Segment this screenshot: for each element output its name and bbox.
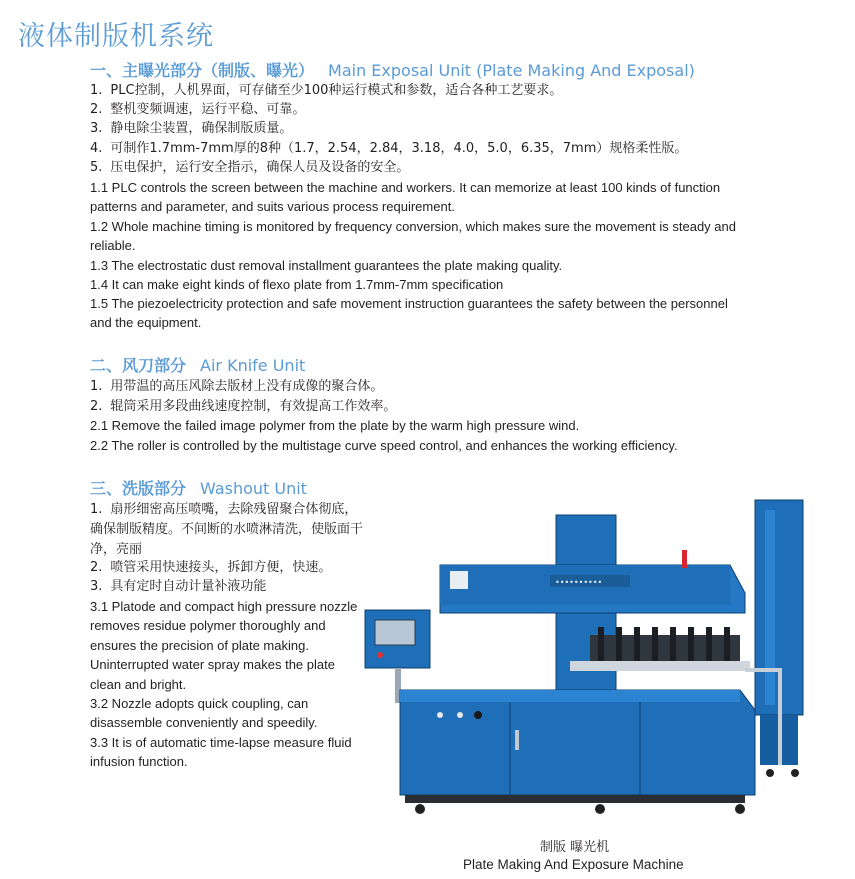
section-1-en-item-2: 1.2 Whole machine timing is monitored by frequency conversion, which makes sure the movement is steady and reliable. [90,219,736,254]
section-2-heading-en: Air Knife Unit [200,356,306,375]
section-1-en-item-4: 1.4 It can make eight kinds of flexo plate from 1.7mm-7mm specification [90,277,504,292]
section-1-cn-item-2: 2. 整机变频调速，运行平稳、可靠。 [90,102,306,117]
section-3-en-item-3: 3.3 It is of automatic time-lapse measure fluid infusion function. [90,735,352,770]
machine-caption-en: Plate Making And Exposure Machine [463,857,684,872]
section-1-cn-item-4: 4. 可制作1.7mm-7mm厚的8种（1.7，2.54，2.84，3.18，4.0，5.0，6.35，7mm）规格柔性版。 [90,141,688,156]
section-2-cn-item-1: 1. 用带温的高压风除去版材上没有成像的聚合体。 [90,379,384,394]
section-1-heading [90,58,695,81]
section-1-cn-item-3: 3. 静电除尘装置，确保制版质量。 [90,121,293,136]
svg-text:••••••••••: •••••••••• [555,578,603,587]
section-2-heading-cn: 二、风刀部分 [90,356,187,375]
section-1-cn-item-5: 5. 压电保护，运行安全指示，确保人员及设备的安全。 [90,160,410,175]
section-3-cn-item-1: 1. 扇形细密高压喷嘴，去除残留聚合体彻底，确保制版精度。不间断的水喷淋清洗，使版面干净，亮丽 [90,502,364,557]
section-3-en-item-2: 3.2 Nozzle adopts quick coupling, can disassemble conveniently and speedily. [90,696,318,731]
machine-caption-cn: 制版 曝光机 [540,840,610,855]
section-3-heading [90,476,307,499]
section-3-cn-item-3: 3. 具有定时自动计量补液功能 [90,579,267,594]
section-2-cn-item-2: 2. 辊筒采用多段曲线速度控制，有效提高工作效率。 [90,399,397,414]
section-3-cn-item-2: 2. 喷管采用快速接头，拆卸方便，快速。 [90,560,332,575]
section-1-en-item-3: 1.3 The electrostatic dust removal installment guarantees the plate making quality. [90,258,563,273]
section-3-heading-cn: 三、洗版部分 [90,479,187,498]
section-2-heading [90,353,305,376]
section-2-en-item-1: 2.1 Remove the failed image polymer from the plate by the warm high pressure wind. [90,418,580,433]
section-3-heading-en: Washout Unit [200,479,307,498]
section-1-heading-en: Main Exposal Unit (Plate Making And Exposal) [328,61,695,80]
section-1-en-item-5: 1.5 The piezoelectricity protection and safe movement instruction guarantees the safety between the personnel and the equipment. [90,296,728,331]
section-1-heading-cn: 一、主曝光部分（制版、曝光） [90,61,315,80]
page-title: 液体制版机系统 [18,21,214,52]
section-2-en-item-2: 2.2 The roller is controlled by the multistage curve speed control, and enhances the working efficiency. [90,438,678,453]
section-1-en-item-1: 1.1 PLC controls the screen between the machine and workers. It can memorize at least 100 kinds of function patterns and parameter, and suits various process requirement. [90,180,721,215]
section-1-cn-item-1: 1. PLC控制，人机界面，可存储至少100种运行模式和参数，适合各种工艺要求。 [90,83,563,98]
plate-making-machine-image [360,495,820,830]
section-3-en-item-1: 3.1 Platode and compact high pressure nozzle removes residue polymer thoroughly and ensures the precision of plate making. Uninterrupted water spray makes the plate clean and bright. [90,599,358,692]
